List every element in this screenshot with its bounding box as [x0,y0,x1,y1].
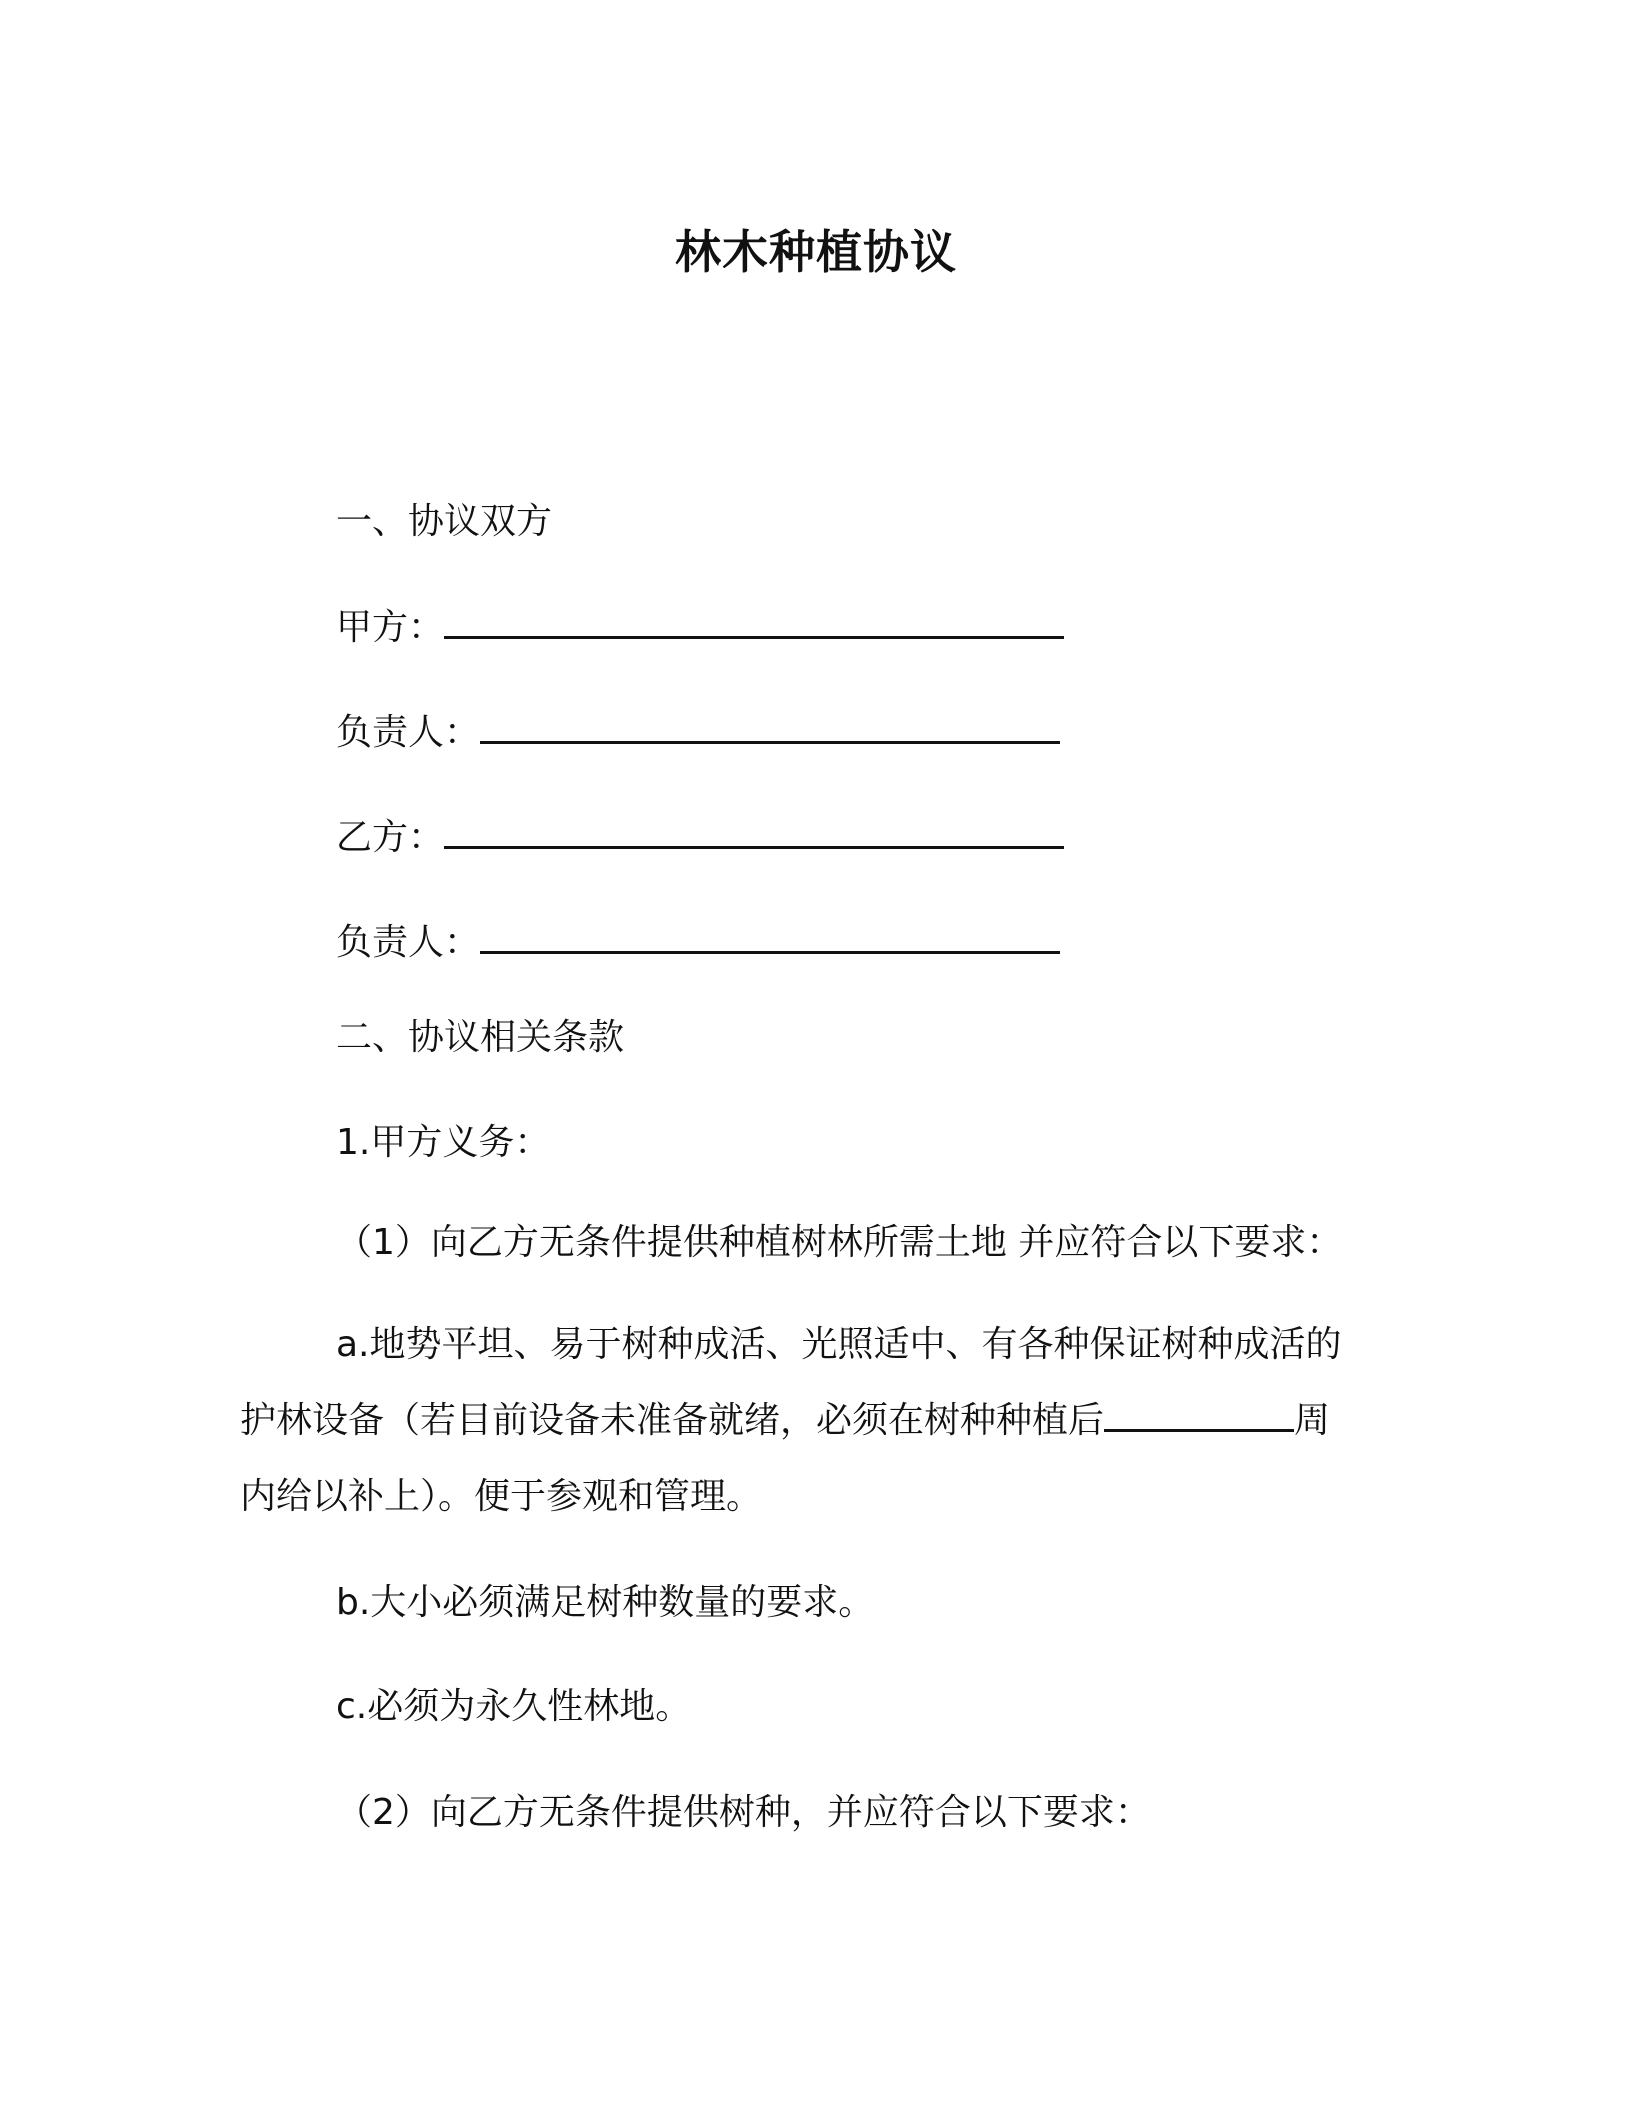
party-b-label: 乙方： [336,817,445,858]
item-a-line-2-before: 护林设备（若目前设备未准备就绪，必须在树种种植后 [240,1400,1105,1441]
item-c-text: c.必须为永久性林地。 [336,1686,692,1727]
item-a-line-1: a.地势平坦、易于树种成活、光照适中、有各种保证树种成活的 [336,1324,1342,1365]
party-b-contact-row [336,918,1060,968]
item-1-text: （1）向乙方无条件提供种植树林所需土地 并应符合以下要求： [336,1222,1343,1263]
document-title: 林木种植协议 [675,225,957,279]
clause-1-heading: 1.甲方义务： [336,1122,551,1163]
party-a-contact-label: 负责人： [336,712,481,753]
item-a-line-2-after: 周 [1294,1400,1331,1441]
party-a-contact-row [336,708,1060,758]
item-a-line-3: 内给以补上）。便于参观和管理。 [240,1476,763,1517]
party-b-contact-blank[interactable] [480,921,1060,954]
item-a-line-2 [240,1396,1330,1446]
party-a-contact-blank[interactable] [480,711,1060,744]
party-a-row [336,603,1064,653]
item-b-text: b.大小必须满足树种数量的要求。 [336,1582,875,1623]
party-b-blank[interactable] [444,816,1064,849]
item-2-text: （2）向乙方无条件提供树种，并应符合以下要求： [336,1792,1151,1833]
weeks-blank[interactable] [1104,1399,1294,1432]
party-a-blank[interactable] [444,606,1064,639]
party-b-row [336,813,1064,863]
section-2-heading: 二、协议相关条款 [336,1017,625,1058]
party-b-contact-label: 负责人： [336,922,481,963]
section-1-heading: 一、协议双方 [336,501,553,542]
party-a-label: 甲方： [336,607,445,648]
